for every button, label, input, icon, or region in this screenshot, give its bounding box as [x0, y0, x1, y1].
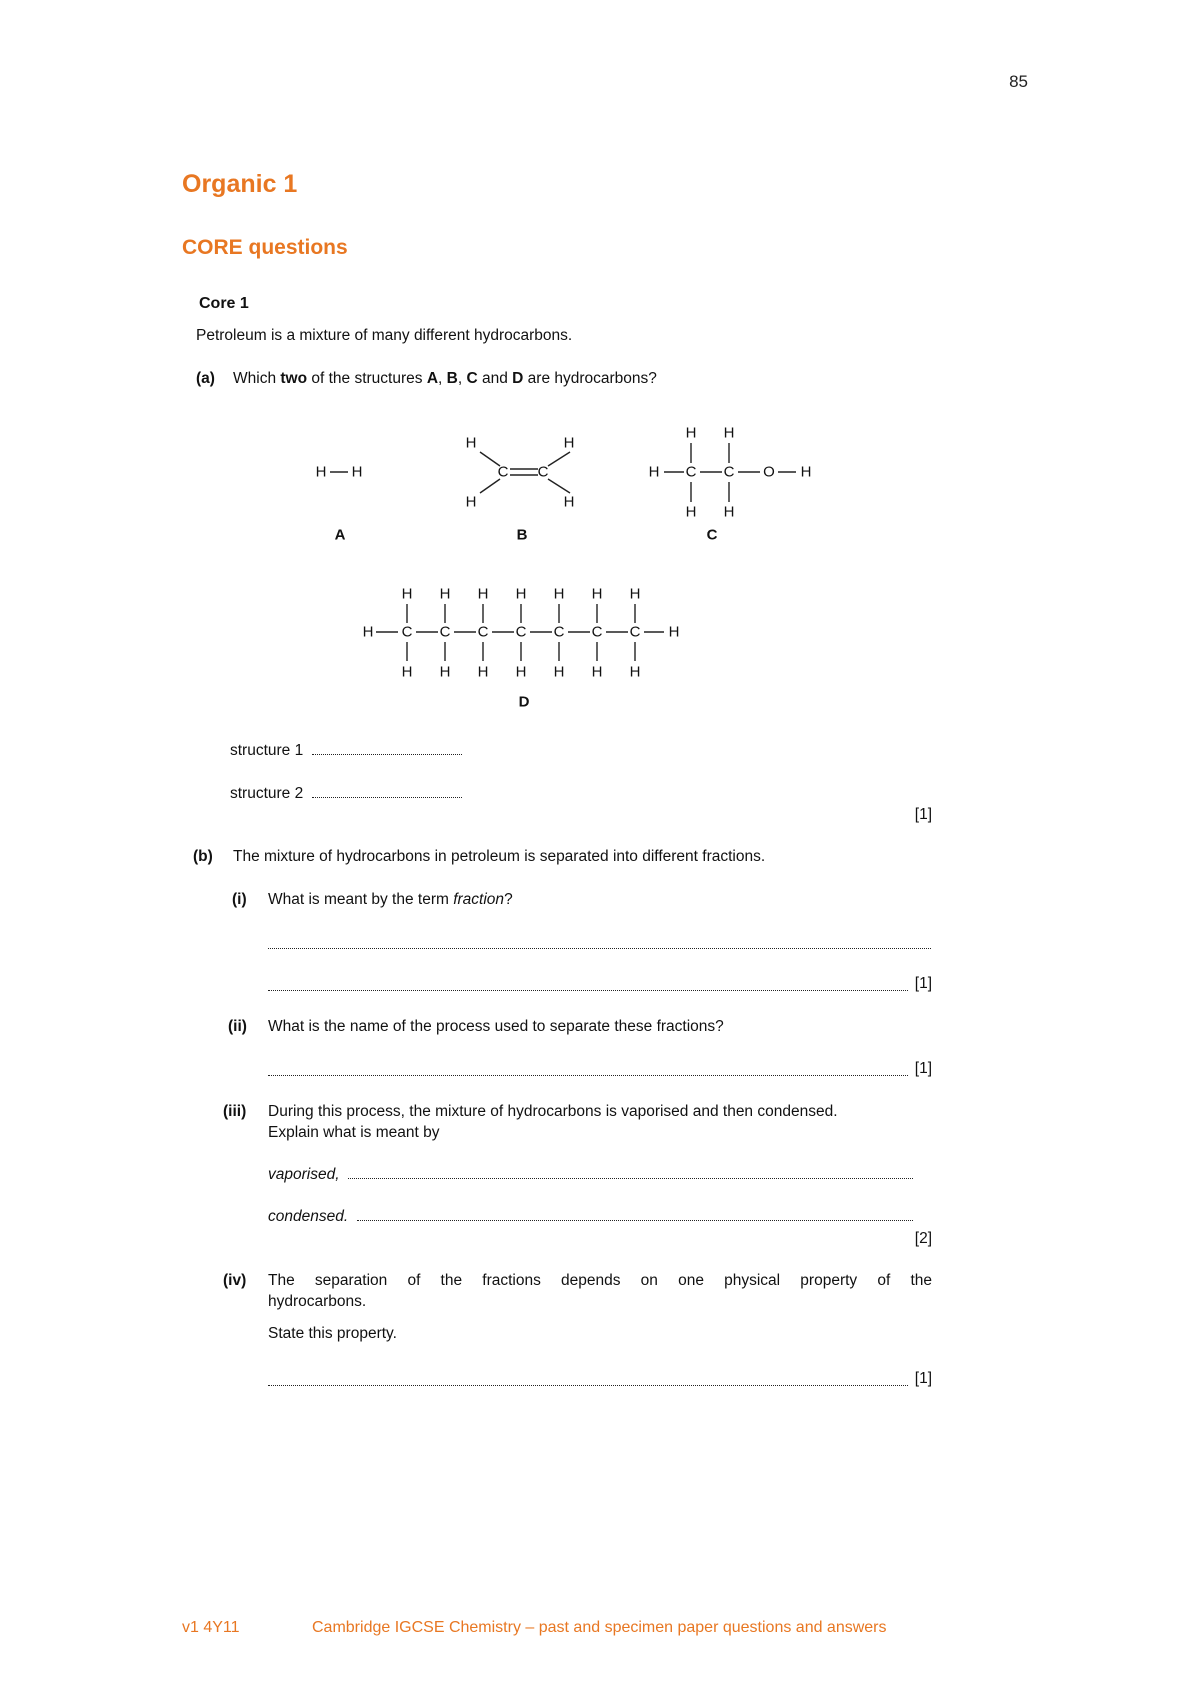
question-label: Core 1	[199, 295, 249, 312]
atom-h: H	[439, 585, 451, 603]
atom-c: C	[591, 623, 603, 641]
part-b-iv-instruction: State this property.	[268, 1325, 397, 1342]
atom-h: H	[723, 424, 735, 442]
footer-source: Cambridge IGCSE Chemistry – past and specimen paper questions and answers	[312, 1619, 887, 1636]
question-intro: Petroleum is a mixture of many different hydrocarbons.	[196, 327, 573, 344]
atom-c: C	[477, 623, 489, 641]
atom-h: H	[477, 585, 489, 603]
part-b-iii-label: (iii)	[223, 1103, 247, 1120]
atom-h: H	[723, 503, 735, 521]
atom-h: H	[477, 663, 489, 681]
answer-line[interactable]	[268, 976, 908, 996]
atom-h: H	[800, 463, 812, 481]
footer-version: v1 4Y11	[182, 1619, 240, 1636]
atom-c: C	[723, 463, 735, 481]
part-b-iii-question-line2: Explain what is meant by	[268, 1124, 440, 1141]
part-b-i-question: What is meant by the term fraction?	[268, 891, 513, 908]
part-b-ii-question: What is the name of the process used to separate these fractions?	[268, 1018, 724, 1035]
structure-label-b: B	[516, 526, 528, 544]
atom-c: C	[497, 463, 509, 481]
answer-line[interactable]	[348, 1164, 913, 1179]
atom-h: H	[401, 585, 413, 603]
part-a-label: (a)	[196, 370, 215, 387]
atom-h: H	[563, 434, 575, 452]
page-title: Organic 1	[182, 170, 298, 198]
answer-structure-2: structure 2	[230, 783, 462, 805]
atom-h: H	[315, 463, 327, 481]
mark-b-i: [1]	[914, 975, 932, 992]
atom-h: H	[465, 493, 477, 511]
answer-line[interactable]	[312, 740, 462, 755]
atom-h: H	[629, 585, 641, 603]
answer-line[interactable]	[268, 1061, 908, 1081]
part-b-iii-question-line1: During this process, the mixture of hydrocarbons is vaporised and then condensed.	[268, 1103, 838, 1120]
answer-line[interactable]	[357, 1206, 913, 1221]
part-b-question: The mixture of hydrocarbons in petroleum is separated into different fractions.	[233, 848, 766, 865]
atom-h: H	[685, 424, 697, 442]
part-b-iv-question-line2: hydrocarbons.	[268, 1293, 367, 1310]
atom-c: C	[537, 463, 549, 481]
atom-h: H	[401, 663, 413, 681]
atom-h: H	[465, 434, 477, 452]
mark-b-ii: [1]	[914, 1060, 932, 1077]
atom-c: C	[439, 623, 451, 641]
structure-label-a: A	[334, 526, 346, 544]
atom-h: H	[591, 585, 603, 603]
mark-b-iii: [2]	[914, 1230, 932, 1247]
mark-a: [1]	[914, 806, 932, 823]
atom-h: H	[563, 493, 575, 511]
atom-c: C	[629, 623, 641, 641]
answer-vaporised: vaporised,	[268, 1164, 913, 1186]
atom-h: H	[668, 623, 680, 641]
page-number: 85	[1009, 72, 1028, 91]
answer-structure-1: structure 1	[230, 740, 462, 762]
atom-h: H	[685, 503, 697, 521]
part-b-label: (b)	[193, 848, 213, 865]
atom-h: H	[515, 585, 527, 603]
mark-b-iv: [1]	[914, 1370, 932, 1387]
atom-h: H	[515, 663, 527, 681]
section-title: CORE questions	[182, 236, 348, 259]
part-b-i-label: (i)	[232, 891, 247, 908]
atom-h: H	[553, 585, 565, 603]
answer-line[interactable]	[312, 783, 462, 798]
part-b-iv-question-line1: The separation of the fractions depends on one physical property of the	[268, 1272, 932, 1289]
atom-h: H	[553, 663, 565, 681]
atom-h: H	[629, 663, 641, 681]
atom-h: H	[439, 663, 451, 681]
structure-label-d: D	[518, 693, 530, 711]
atom-c: C	[553, 623, 565, 641]
part-b-ii-label: (ii)	[228, 1018, 247, 1035]
structures-diagram	[0, 0, 1200, 720]
atom-h: H	[362, 623, 374, 641]
atom-h: H	[351, 463, 363, 481]
atom-c: C	[685, 463, 697, 481]
answer-line[interactable]	[268, 1371, 908, 1391]
atom-c: C	[401, 623, 413, 641]
atom-h: H	[648, 463, 660, 481]
answer-condensed: condensed.	[268, 1206, 913, 1228]
atom-h: H	[591, 663, 603, 681]
part-b-iv-label: (iv)	[223, 1272, 247, 1289]
atom-o: O	[763, 463, 775, 481]
answer-line[interactable]	[268, 934, 931, 954]
part-a-question: Which two of the structures A, B, C and D are hydrocarbons?	[233, 370, 657, 387]
atom-c: C	[515, 623, 527, 641]
structure-label-c: C	[706, 526, 718, 544]
